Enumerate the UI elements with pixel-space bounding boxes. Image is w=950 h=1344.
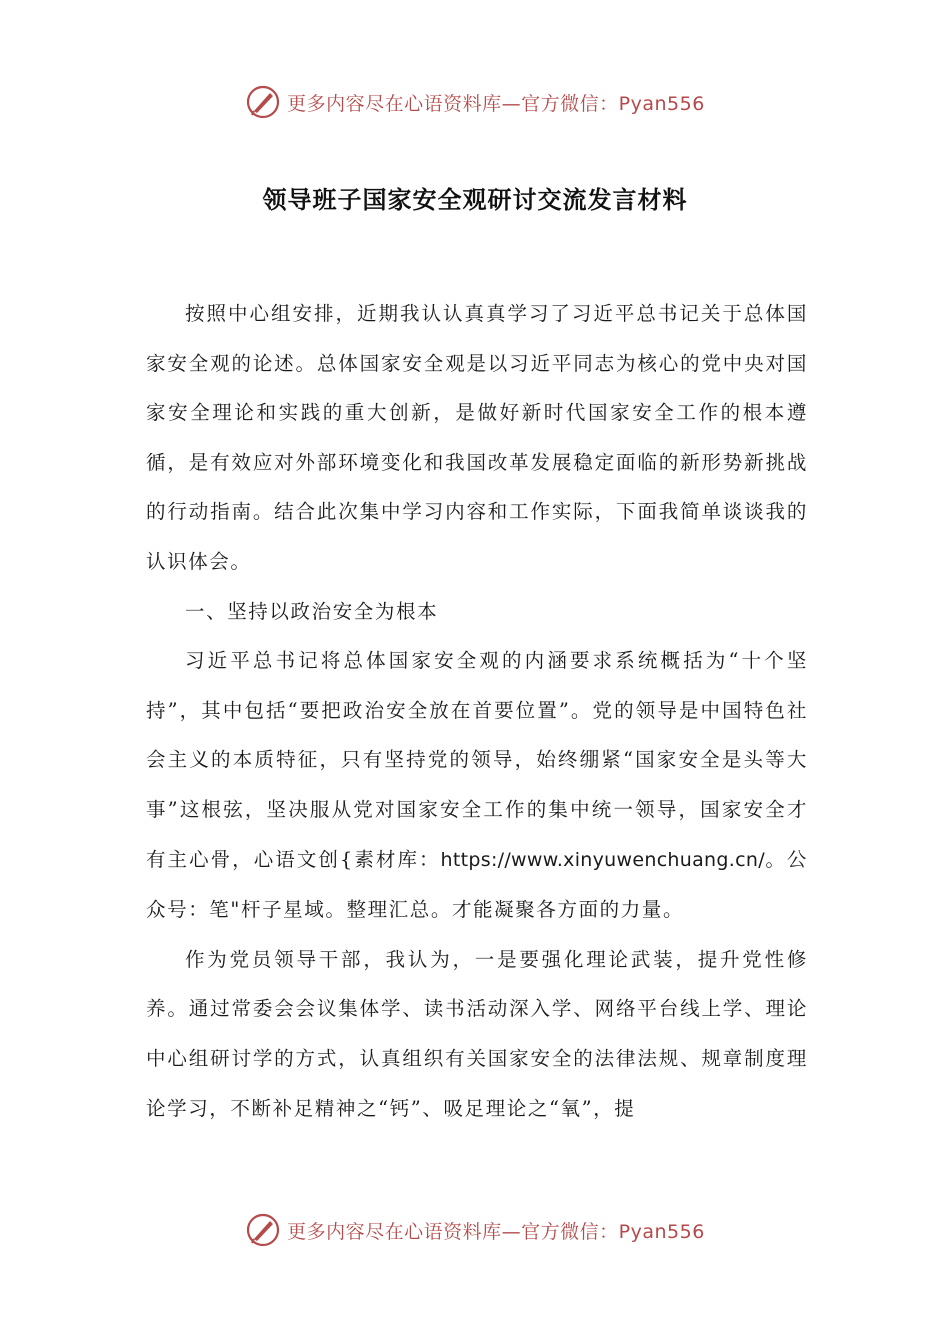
quill-logo-icon (245, 84, 281, 120)
watermark-banner-top (0, 82, 950, 122)
paragraph (146, 636, 808, 935)
url-link[interactable]: https://www.xinyuwenchuang.cn/ (440, 848, 765, 871)
paragraph: 按照中心组安排，近期我认认真真学习了习近平总书记关于总体国家安全观的论述。总体国家安全观是以习近平同志为核心的党中央对国家安全理论和实践的重大创新，是做好新时代国家安全工作的根本遵循，是有效应对外部环境变化和我国改革发展稳定面临的新形势新挑战的行动指南。结合此次集中学习内容和工作实际，下面我简单谈谈我的认识体会。 (146, 302, 808, 573)
watermark-text: 更多内容尽在心语资料库—官方微信：Pyan556 (287, 1220, 705, 1243)
paragraph-text: 。公众号：笔"杆子星域。整理汇总。才能凝聚各方面的力量。 (146, 847, 808, 922)
quill-logo-icon (245, 1212, 281, 1248)
paragraph: 作为党员领导干部，我认为，一是要强化理论武装，提升党性修养。通过常委会会议集体学、读书活动深入学、网络平台线上学、理论中心组研讨学的方式，认真组织有关国家安全的法律法规、规章制度理论学习，不断补足精神之“钙”、吸足理论之“氧”，提 (146, 947, 808, 1120)
section-heading: 一、坚持以政治安全为根本 (185, 599, 439, 623)
document-title: 领导班子国家安全观研讨交流发言材料 (262, 186, 688, 214)
document-body (146, 289, 808, 1133)
watermark-banner-bottom (0, 1210, 950, 1250)
watermark-text: 更多内容尽在心语资料库—官方微信：Pyan556 (287, 92, 705, 115)
paragraph-text: 习近平总书记将总体国家安全观的内涵要求系统概括为“十个坚持”，其中包括“要把政治安全放在首要位置”。党的领导是中国特色社会主义的本质特征，只有坚持党的领导，始终绷紧“国家安全是头等大事”这根弦，坚决服从党对国家安全工作的集中统一领导，国家安全才有主心骨，心语文创{素材库： (146, 649, 808, 871)
